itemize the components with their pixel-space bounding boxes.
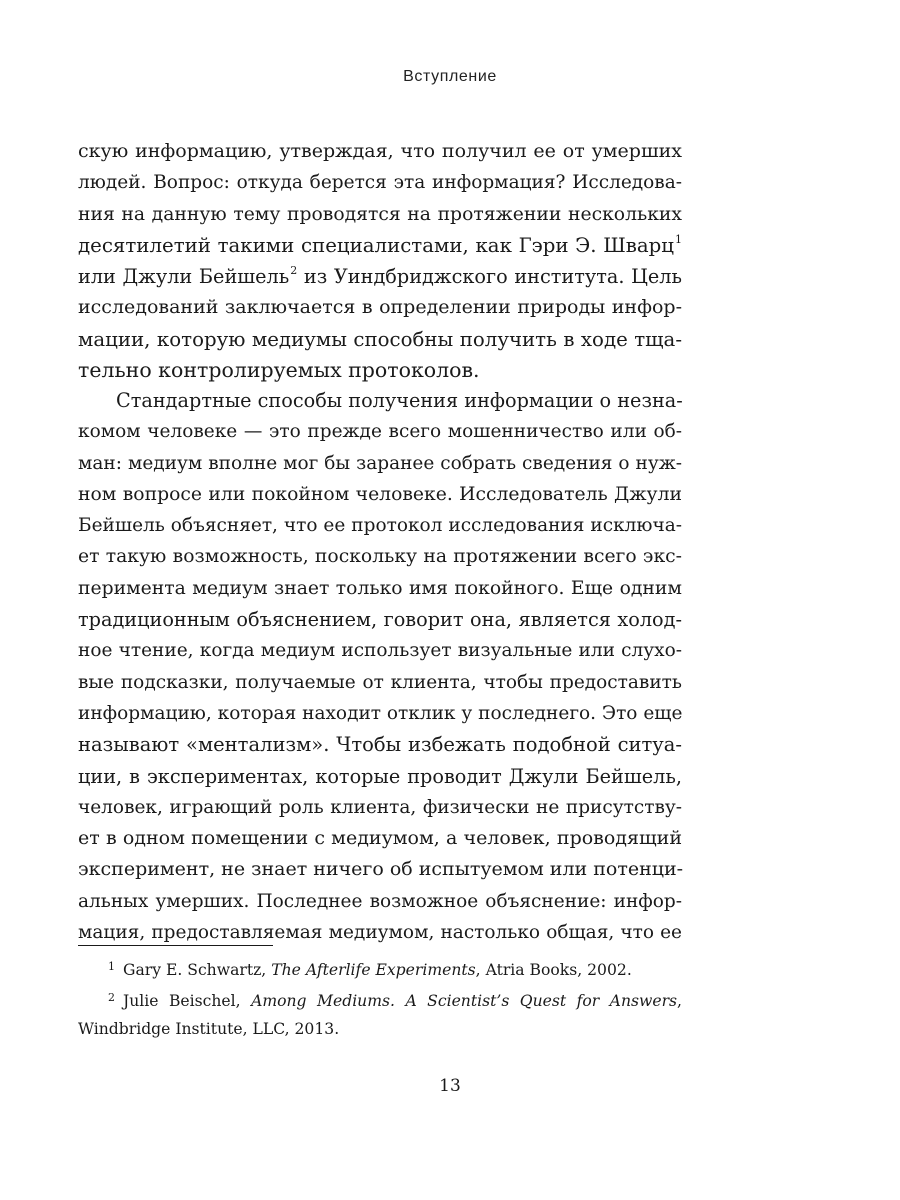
footnote-ref-1[interactable]: 1: [675, 232, 682, 246]
text-line: традиционным объяснением, говорит она, является холод-: [78, 608, 682, 632]
text-line: ции, в экспериментах, которые проводит Джули Бейшель,: [78, 764, 682, 788]
footnote-title: The Afterlife Experiments: [271, 961, 476, 979]
text-segment: из Уиндбриджского института. Цель: [297, 265, 682, 289]
paragraph-2: [78, 385, 682, 948]
footnote-mark: 1: [108, 960, 115, 973]
text-line: ет в одном помещении с медиумом, а человек, проводящий: [78, 827, 682, 850]
text-line: ном вопросе или покойном человеке. Исследователь Джули: [78, 483, 682, 505]
text-line: [78, 261, 682, 292]
text-line: исследований заключается в определении природы инфор-: [78, 296, 682, 319]
text-line: Бейшель объясняет, что ее протокол исследования исключа-: [78, 515, 682, 537]
text-line: мация, предоставляемая медиумом, настолько общая, что ее: [78, 922, 682, 944]
footnote-mark: 2: [108, 991, 115, 1004]
page-number: 13: [439, 1076, 461, 1096]
text-line: альных умерших. Последнее возможное объяснение: инфор-: [78, 890, 682, 912]
text-line: вые подсказки, получаемые от клиента, чтобы предоставить: [78, 671, 682, 693]
text-line: Стандартные способы получения информации о незна-: [116, 389, 683, 412]
text-line: скую информацию, утверждая, что получил ее от умерших: [78, 140, 682, 162]
text-line: комом человеке — это прежде всего мошенничество или об-: [78, 421, 682, 443]
text-segment: или Джули Бейшель: [78, 265, 290, 289]
text-line: человек, играющий роль клиента, физически не присутству-: [78, 796, 682, 818]
text-line: ет такую возможность, поскольку на протяжении всего экс-: [78, 546, 682, 568]
footnote-divider: [78, 945, 273, 946]
footnote-1: [78, 953, 682, 984]
text-segment: десятилетий такими специалистами, как Гэри Э. Шварц: [78, 233, 674, 257]
running-head: Вступление: [403, 68, 497, 85]
footnote-2: [78, 984, 682, 1015]
text-line: называют «ментализм». Чтобы избежать подобной ситуа-: [78, 733, 682, 757]
footnote-punct: ,: [677, 992, 682, 1010]
text-line: перимента медиум знает только имя покойного. Еще одним: [78, 577, 682, 599]
footnote-ref-2[interactable]: 2: [290, 264, 298, 278]
text-line: людей. Вопрос: откуда берется эта информация? Исследова-: [78, 172, 682, 194]
paragraph-1: [78, 136, 682, 386]
footnote-publisher: , Atria Books, 2002.: [475, 961, 632, 979]
text-line: тельно контролируемых протоколов.: [78, 358, 480, 383]
footnote-2-continuation: Windbridge Institute, LLC, 2013.: [78, 1020, 340, 1038]
footnotes: [78, 953, 682, 1043]
footnote-author: Julie Beischel,: [123, 992, 252, 1010]
text-line: информацию, которая находит отклик у последнего. Это еще: [78, 702, 683, 724]
text-line: ное чтение, когда медиум использует визуальные или слухо-: [78, 640, 682, 662]
footnote-author: Gary E. Schwartz,: [123, 961, 272, 979]
text-line: [78, 230, 682, 261]
text-line: мации, которую медиумы способны получить в ходе тща-: [78, 327, 682, 351]
footnote-title: Among Mediums. A Scientist’s Quest for Answers: [251, 992, 678, 1010]
text-line: ман: медиум вполне мог бы заранее собрать сведения о нуж-: [78, 452, 682, 474]
text-line: ния на данную тему проводятся на протяжении нескольких: [78, 203, 682, 225]
text-line: эксперимент, не знает ничего об испытуемом или потенци-: [78, 858, 684, 881]
